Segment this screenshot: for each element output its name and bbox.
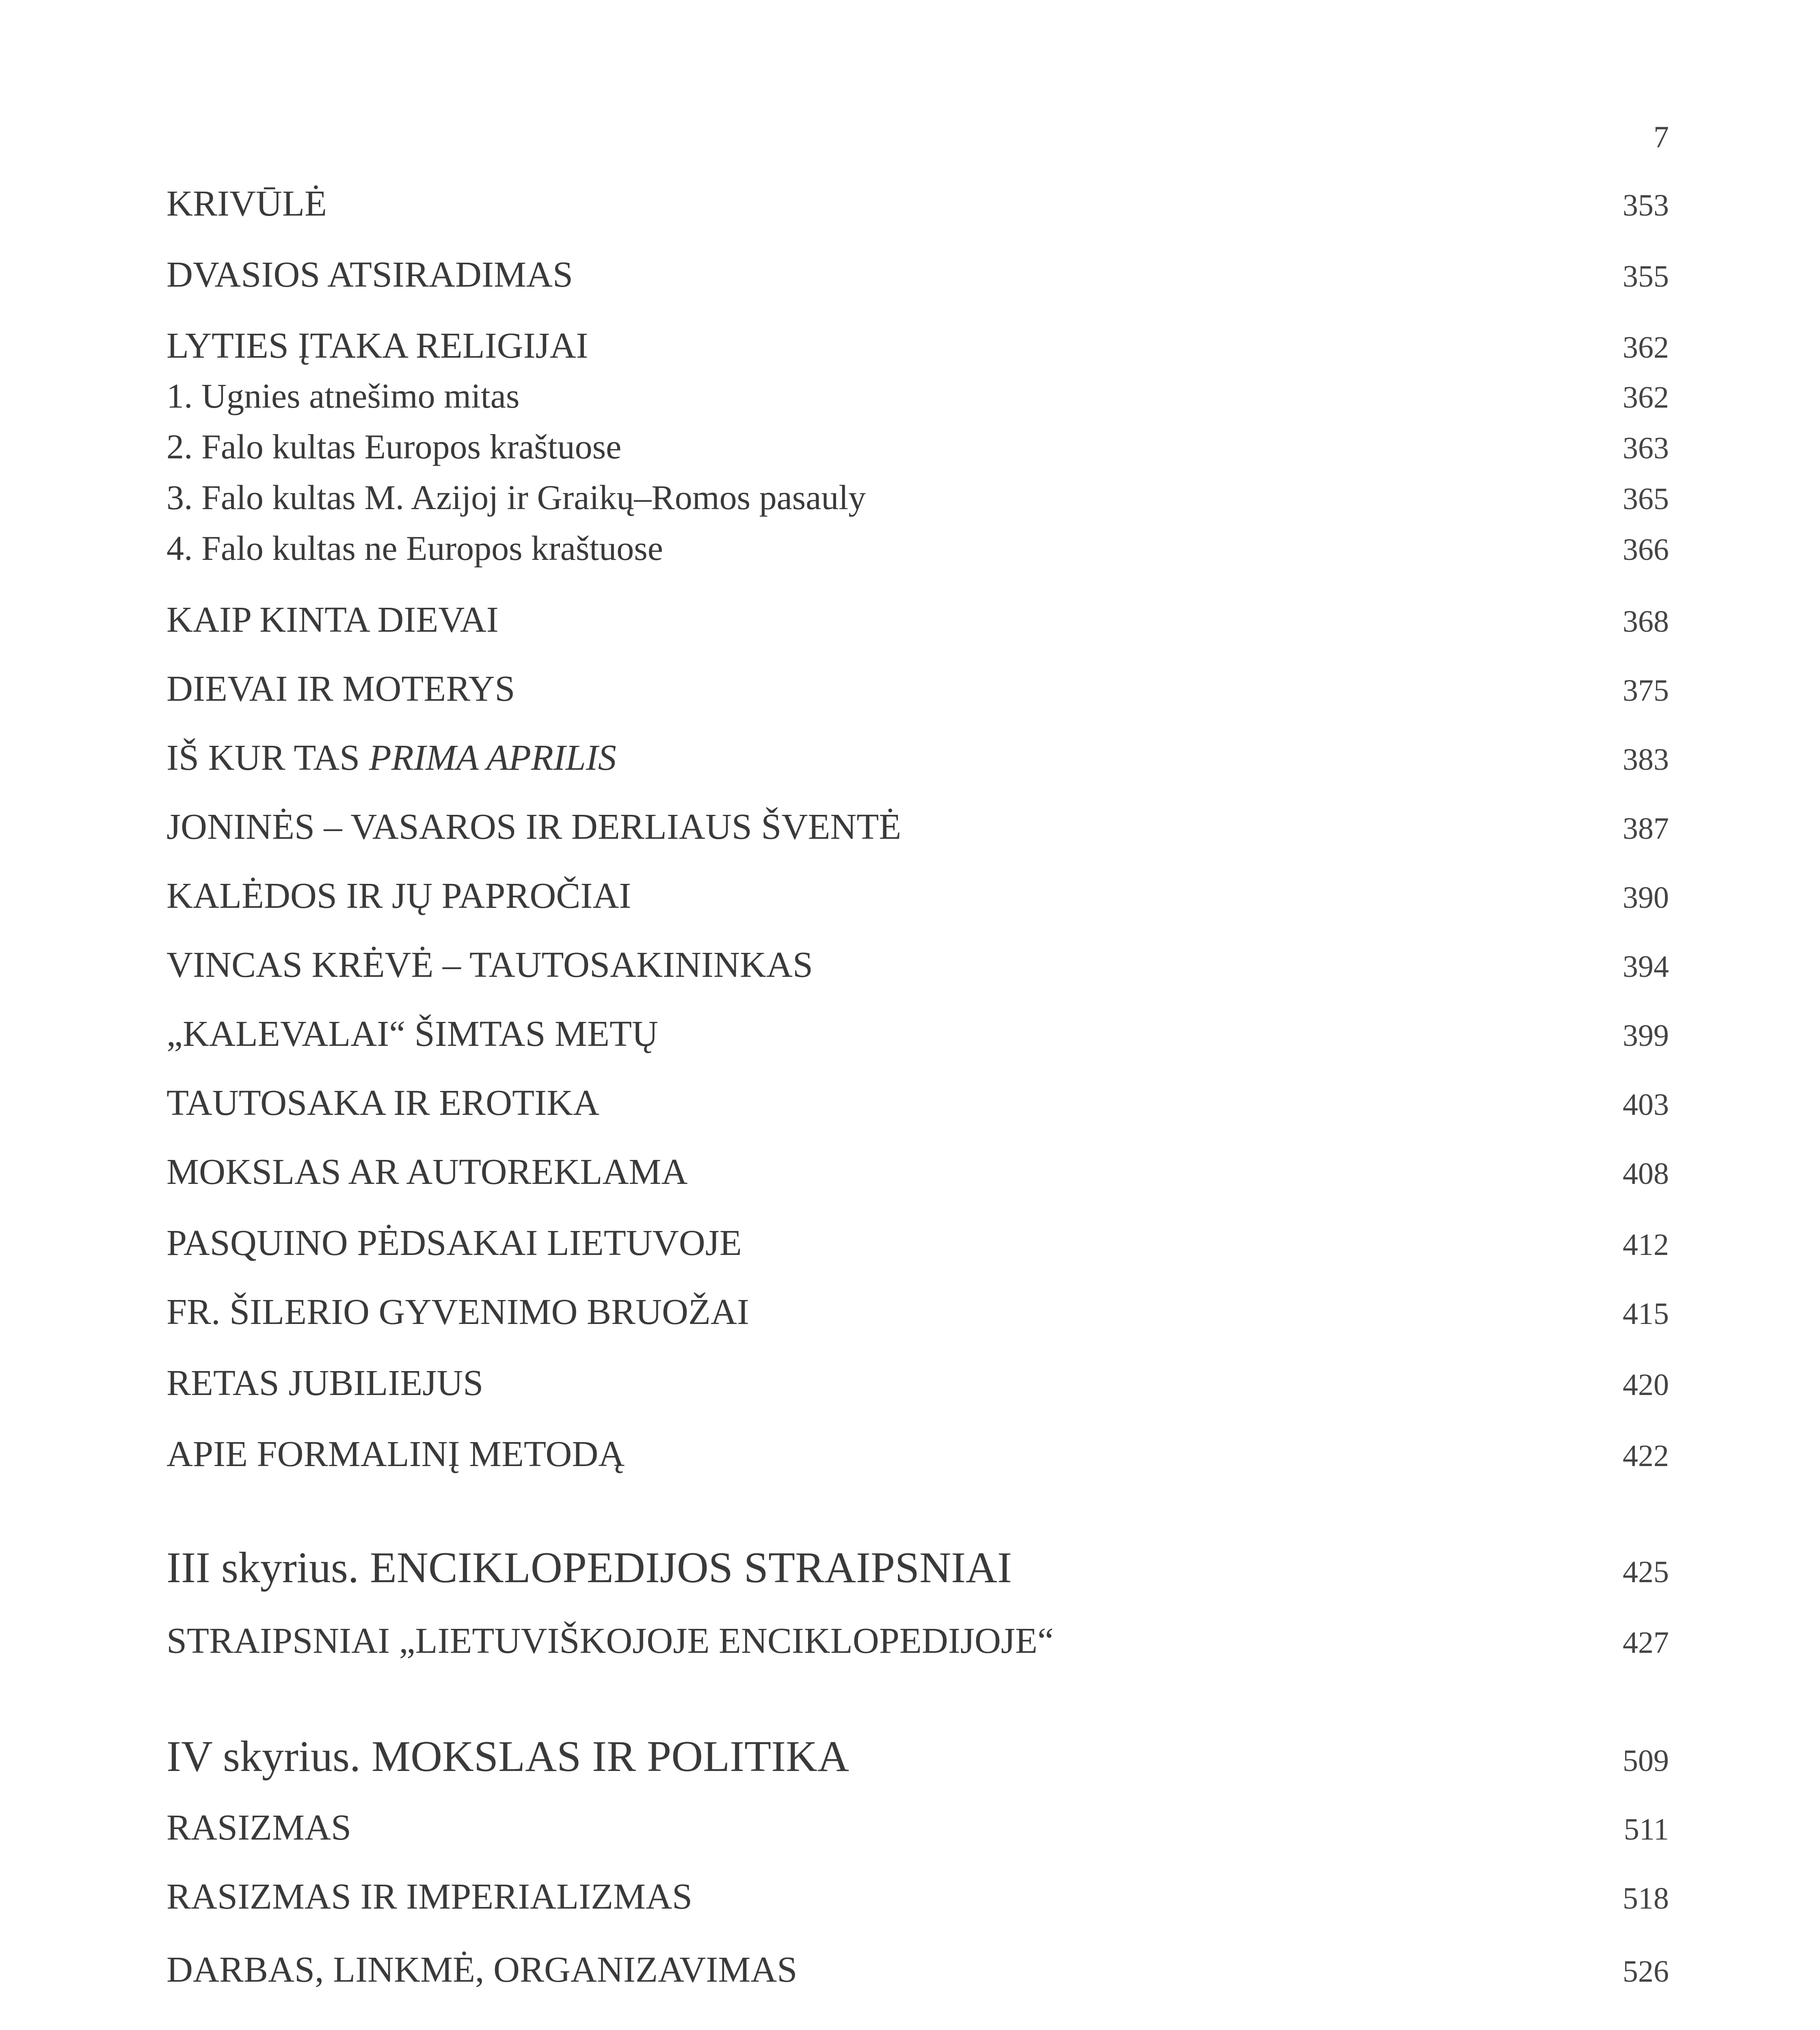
toc-entry-lyties [166,325,1669,382]
toc-page: 399 [1623,1019,1669,1053]
toc-title: 4. Falo kultas ne Europos kraštuose [166,529,663,568]
toc-entry-imperializmas [166,1876,1669,1933]
toc-page: 412 [1623,1228,1669,1262]
toc-title: RETAS JUBILIEJUS [166,1363,484,1403]
toc-page: 526 [1623,1954,1669,1989]
toc-page: 403 [1623,1088,1669,1122]
toc-page: 362 [1623,380,1669,415]
toc-page: 355 [1623,259,1669,294]
toc-page: 518 [1623,1881,1669,1916]
toc-title-plain: IŠ KUR TAS [166,738,369,778]
toc-title: DIEVAI IR MOTERYS [166,669,515,709]
toc-entry-formalini [166,1433,1669,1490]
toc-entry-jonines [166,806,1669,863]
toc-page: 390 [1623,881,1669,915]
toc-title: KALĖDOS IR JŲ PAPROČIAI [166,876,631,916]
toc-page: 368 [1623,605,1669,639]
toc-title: FR. ŠILERIO GYVENIMO BRUOŽAI [166,1292,749,1332]
toc-title: III skyrius. ENCIKLOPEDIJOS STRAIPSNIAI [166,1544,1012,1592]
toc-entry-darbas [166,1949,1669,2006]
toc-entry-prima-aprilis [166,737,1669,794]
toc-entry-mokslas-ar [166,1151,1669,1208]
toc-page: 366 [1623,533,1669,567]
toc-page: 509 [1623,1744,1669,1778]
toc-entry-krivule [166,183,1669,240]
toc-title [166,737,616,779]
toc-entry-kalevalai [166,1013,1669,1070]
toc-title: APIE FORMALINĮ METODĄ [166,1434,625,1474]
toc-title: TAUTOSAKA IR EROTIKA [166,1083,600,1123]
toc-entry-kaip-kinta [166,599,1669,656]
toc-title: RASIZMAS IR IMPERIALIZMAS [166,1877,693,1917]
toc-page: 365 [1623,482,1669,516]
page-number: 7 [1654,120,1669,154]
toc-page: 394 [1623,950,1669,984]
toc-title: DVASIOS ATSIRADIMAS [166,255,573,295]
toc-title: 2. Falo kultas Europos kraštuose [166,427,622,466]
toc-entry-kaledos [166,875,1669,932]
toc-page: 415 [1623,1297,1669,1331]
toc-page: 408 [1623,1157,1669,1191]
toc-title: VINCAS KRĖVĖ – TAUTOSAKININKAS [166,945,813,985]
toc-title-italic: PRIMA APRILIS [369,738,616,778]
toc-page: 362 [1623,330,1669,365]
toc-entry-straipsniai [166,1620,1669,1677]
toc-entry-dvasios [166,254,1669,311]
toc-entry-silerio [166,1291,1669,1348]
toc-subentry-4 [166,528,1669,585]
toc-page: 353 [1623,188,1669,222]
toc-subentry-3 [166,477,1669,534]
toc-page: 425 [1623,1555,1669,1589]
toc-title: 3. Falo kultas M. Azijoj ir Graikų–Romos pasauly [166,478,866,517]
toc-title: IV skyrius. MOKSLAS IR POLITIKA [166,1732,849,1781]
toc-title: LYTIES ĮTAKA RELIGIJAI [166,326,588,366]
toc-entry-tautosaka [166,1082,1669,1139]
toc-title: PASQUINO PĖDSAKAI LIETUVOJE [166,1223,742,1263]
toc-title: JONINĖS – VASAROS IR DERLIAUS ŠVENTĖ [166,807,901,847]
toc-title: MOKSLAS AR AUTOREKLAMA [166,1152,688,1192]
toc-page: 420 [1623,1368,1669,1402]
toc-subentry-2 [166,426,1669,483]
toc-subentry-1 [166,376,1669,432]
toc-entry-kreve [166,944,1669,1001]
toc-entry-pasquino [166,1222,1669,1279]
toc-title: „KALEVALAI“ ŠIMTAS METŲ [166,1014,659,1054]
toc-page: 383 [1623,743,1669,777]
toc-page: 363 [1623,431,1669,465]
toc-page: 427 [1623,1626,1669,1660]
toc-entry-retas [166,1362,1669,1419]
toc-page: 375 [1623,674,1669,708]
toc-title: STRAIPSNIAI „LIETUVIŠKOJOJE ENCIKLOPEDIJOJE“ [166,1621,1054,1661]
toc-entry-rasizmas [166,1807,1669,1864]
toc-page: 511 [1623,1812,1669,1846]
toc-page: 422 [1623,1439,1669,1473]
toc-title: DARBAS, LINKMĖ, ORGANIZAVIMAS [166,1950,798,1990]
toc-chapter-iii [166,1543,1669,1600]
toc-page: 387 [1623,812,1669,846]
toc-chapter-iv [166,1732,1669,1788]
toc-title: RASIZMAS [166,1808,352,1848]
toc-title: KRIVŪLĖ [166,184,327,224]
toc-entry-dievai [166,668,1669,725]
toc-title: 1. Ugnies atnešimo mitas [166,376,520,415]
toc-title: KAIP KINTA DIEVAI [166,600,499,640]
